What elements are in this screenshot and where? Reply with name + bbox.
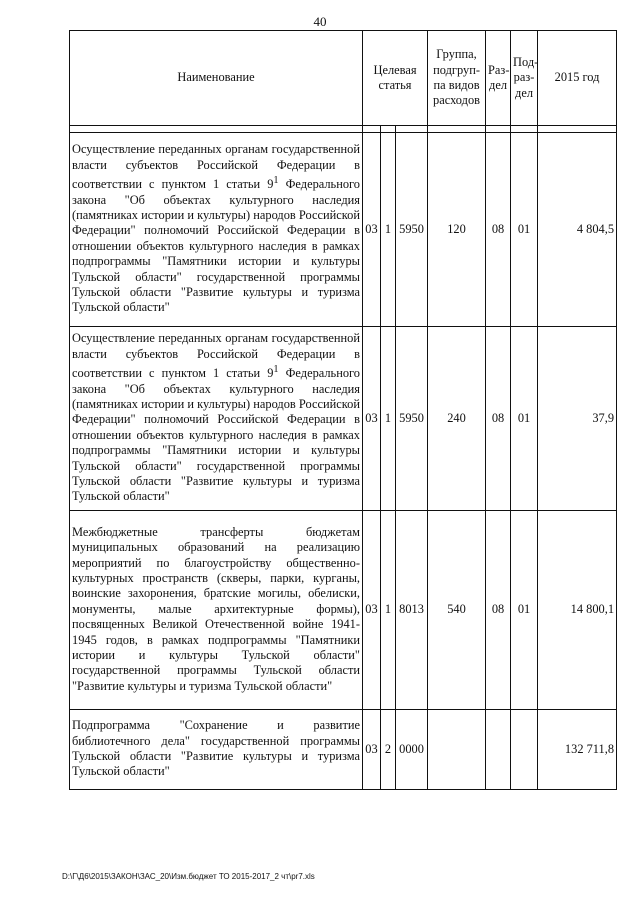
- row-article-part-3: 5950: [396, 327, 428, 511]
- row-section: 08: [486, 133, 511, 327]
- row-group: 120: [428, 133, 486, 327]
- file-path-footer: D:\Г\Д6\2015\ЗАКОН\ЗАС_20\Изм.бюджет ТО 2015-2017_2 чт\pr7.xls: [62, 872, 315, 881]
- row-article-part-2: 2: [381, 710, 396, 790]
- header-target-article: Целевая статья: [363, 31, 428, 126]
- spacer-row: [70, 126, 617, 133]
- row-article-part-1: 03: [363, 133, 381, 327]
- row-section: [486, 710, 511, 790]
- row-name: Подпрограмма "Сохранение и развитие библиотечного дела" государственной программы Тульской области "Развитие культуры и туризма Тульской области": [70, 710, 363, 790]
- row-article-part-2: 1: [381, 327, 396, 511]
- header-year: 2015 год: [538, 31, 617, 126]
- row-name: Осуществление переданных органам государственной власти субъектов Российской Федерации в соответствии с пунктом 1 статьи $9^1$ Федерального закона "Об объектах культурного наследия (памятниках истории и культуры) народов Российской Федерации" полномочий Российской Федерации в отношении объектов культурного наследия в рамках подпрограммы "Памятники истории и культуры Тульской области" государственной программы Тульской области "Развитие культуры и туризма Тульской области": [70, 133, 363, 327]
- row-article-part-1: 03: [363, 511, 381, 710]
- row-article-part-1: 03: [363, 710, 381, 790]
- page-number: 40: [313, 14, 327, 29]
- row-subsection: 01: [511, 133, 538, 327]
- row-article-part-3: 8013: [396, 511, 428, 710]
- row-amount: 37,9: [538, 327, 617, 511]
- row-group: 540: [428, 511, 486, 710]
- row-group: [428, 710, 486, 790]
- row-section: 08: [486, 327, 511, 511]
- row-subsection: [511, 710, 538, 790]
- row-amount: 132 711,8: [538, 710, 617, 790]
- header-expense-group: Группа, подгруп-па видов расходов: [428, 31, 486, 126]
- row-group: 240: [428, 327, 486, 511]
- row-name: Межбюджетные трансферты бюджетам муниципальных образований на реализацию мероприятий по благоустройству общественно-культурных пространств (скверы, парки, курганы, воинские захоронения, братские могилы, обелиски, монументы, малые архитектурные формы), посвященных Великой Отечественной войне 1941-1945 годов, в рамках подпрограммы "Памятники истории и культуры Тульской области" государственной программы Тульской области "Развитие культуры и туризма Тульской области": [70, 511, 363, 710]
- row-name: Осуществление переданных органам государственной власти субъектов Российской Федерации в соответствии с пунктом 1 статьи $9^1$ Федерального закона "Об объектах культурного наследия (памятниках истории и культуры) народов Российской Федерации" полномочий Российской Федерации в отношении объектов культурного наследия в рамках подпрограммы "Памятники истории и культуры Тульской области" государственной программы Тульской области "Развитие культуры и туризма Тульской области": [70, 327, 363, 511]
- table-row: [70, 511, 617, 710]
- row-subsection: 01: [511, 327, 538, 511]
- table-row: [70, 133, 617, 327]
- table-row: [70, 710, 617, 790]
- row-article-part-2: 1: [381, 133, 396, 327]
- header-row: [70, 31, 617, 126]
- budget-table: [69, 30, 617, 790]
- row-section: 08: [486, 511, 511, 710]
- header-section: Раз-дел: [486, 31, 511, 126]
- row-article-part-3: 0000: [396, 710, 428, 790]
- header-subsection: Под-раз-дел: [511, 31, 538, 126]
- row-subsection: 01: [511, 511, 538, 710]
- row-article-part-1: 03: [363, 327, 381, 511]
- row-article-part-3: 5950: [396, 133, 428, 327]
- row-article-part-2: 1: [381, 511, 396, 710]
- header-name: Наименование: [70, 31, 363, 126]
- row-amount: 14 800,1: [538, 511, 617, 710]
- table-row: [70, 327, 617, 511]
- row-amount: 4 804,5: [538, 133, 617, 327]
